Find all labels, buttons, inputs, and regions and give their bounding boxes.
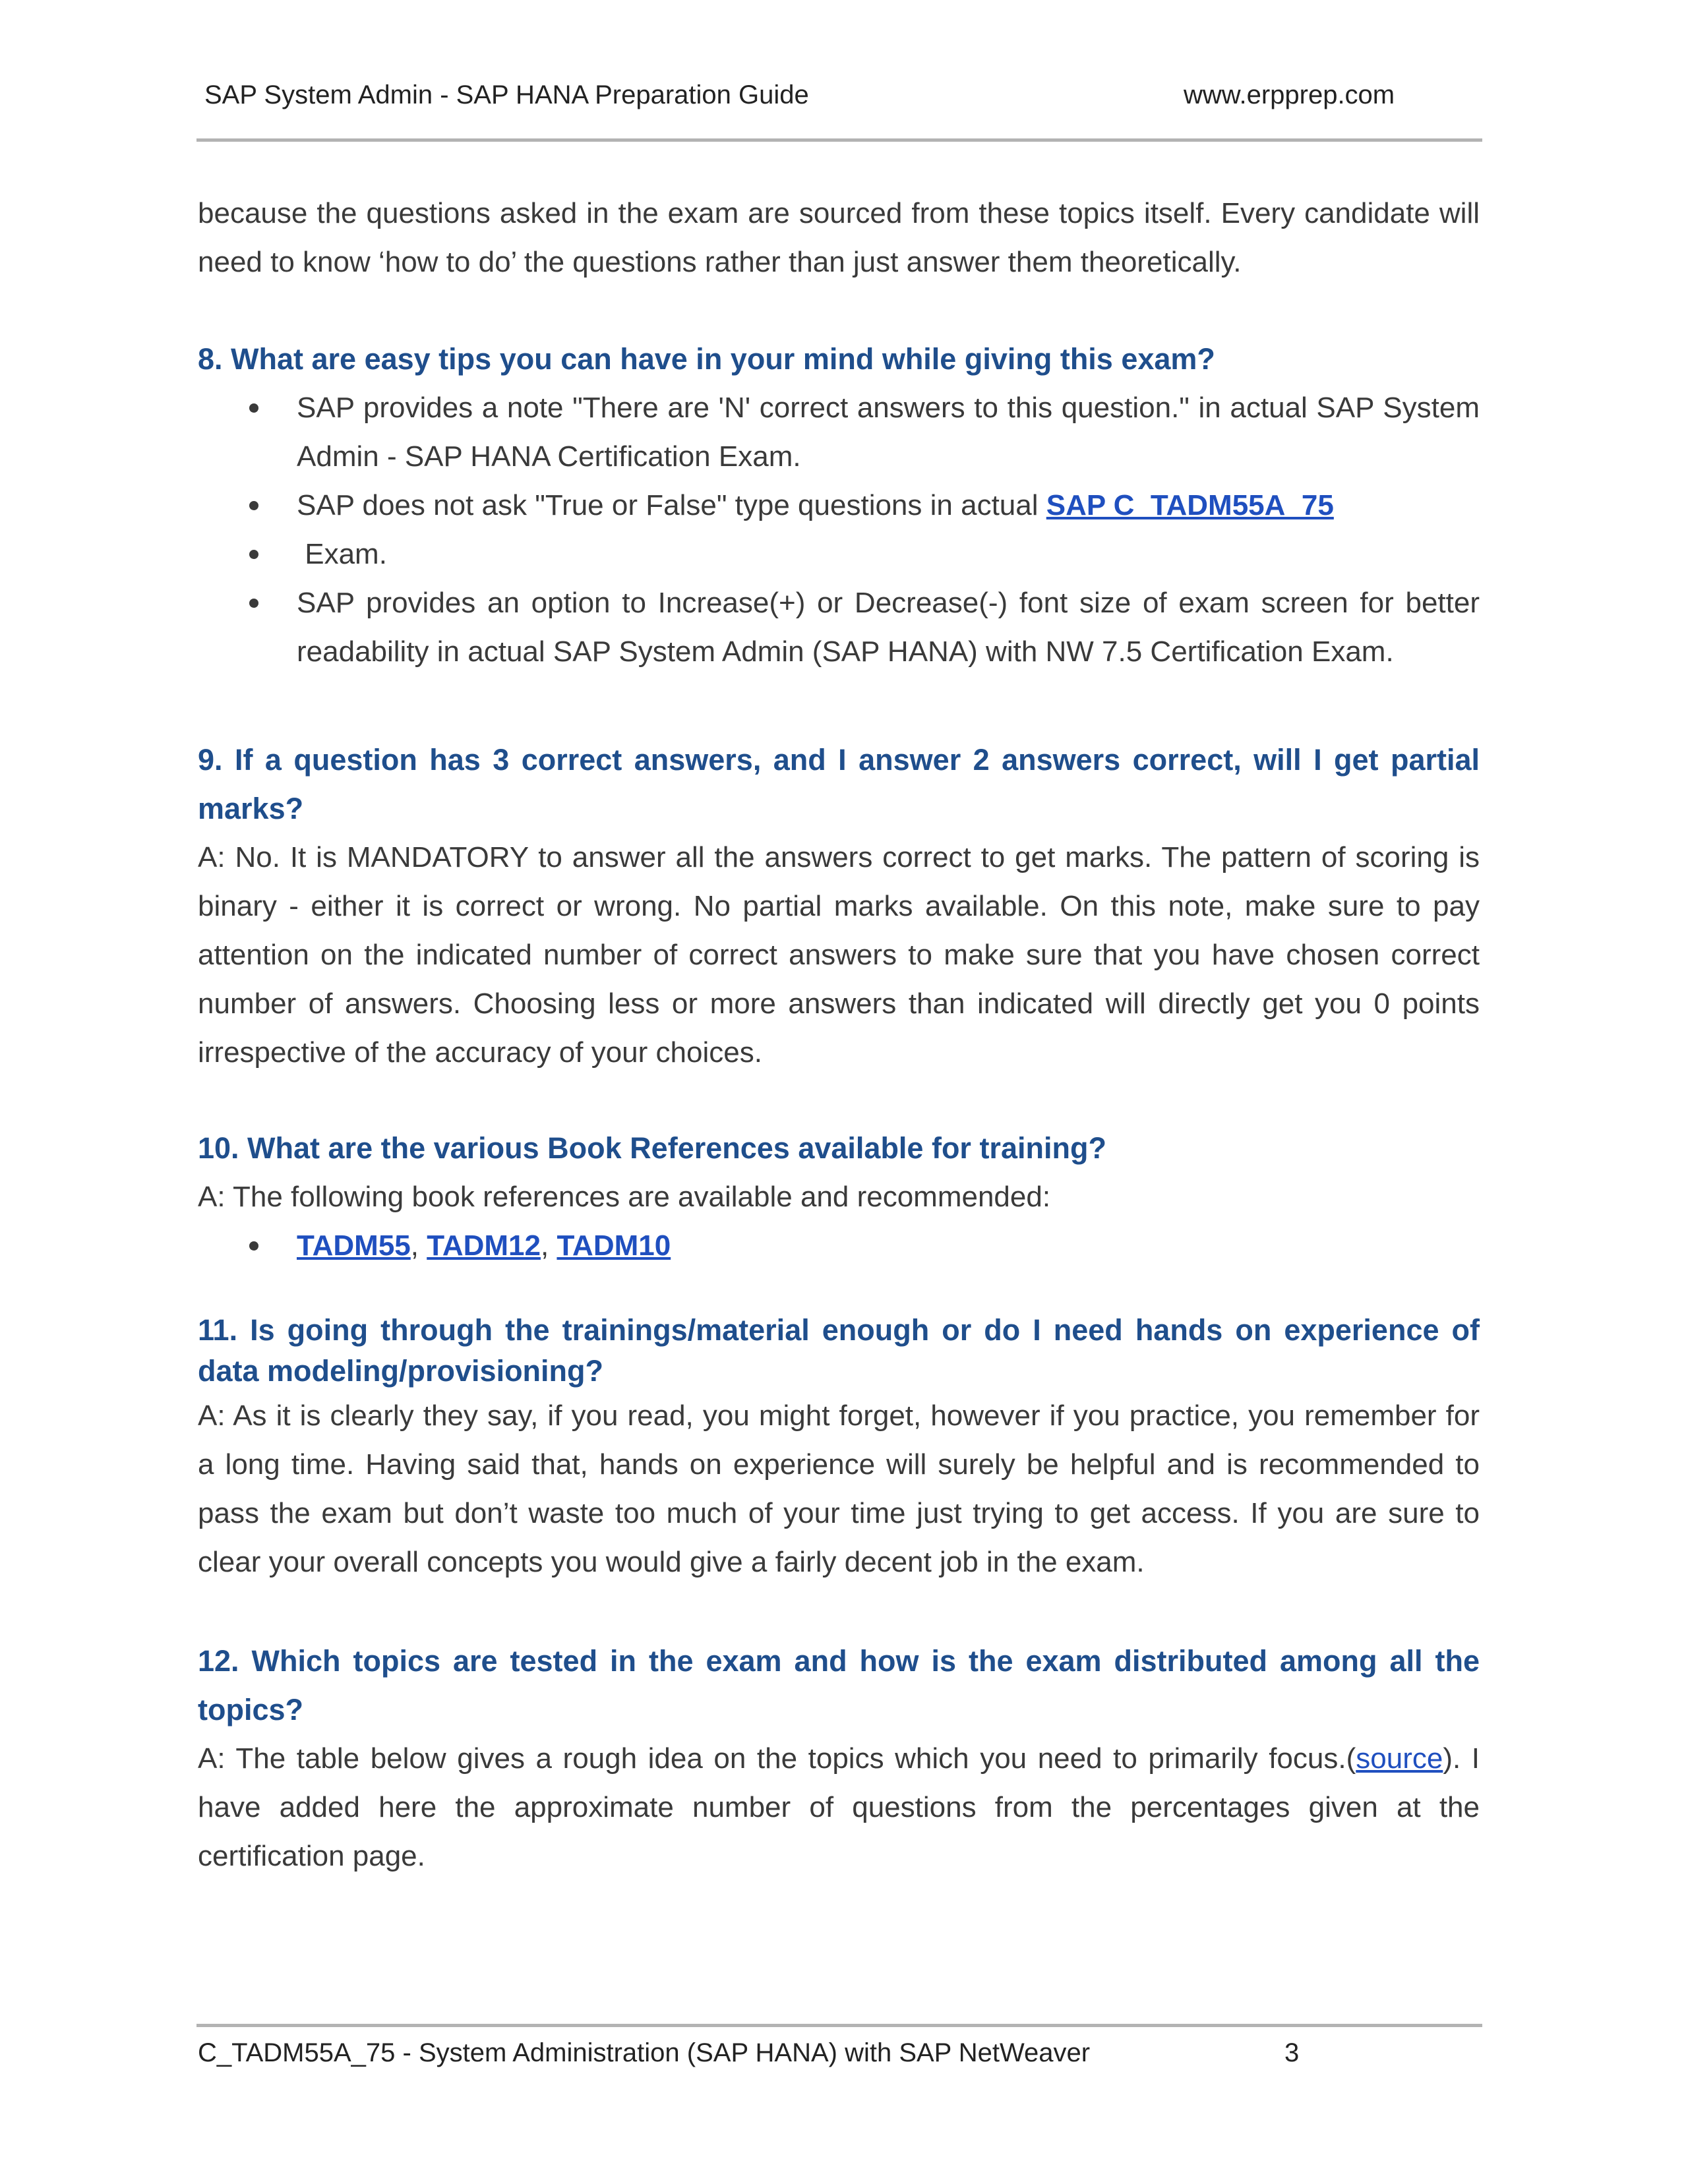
question-10-heading: 10. What are the various Book References available for training?: [198, 1131, 1106, 1165]
tip-text: Exam.: [297, 538, 387, 570]
book-link-tadm55[interactable]: TADM55: [297, 1229, 411, 1262]
question-11-section: [198, 1310, 1480, 1587]
header-divider: [196, 138, 1482, 142]
question-12-heading: 12. Which topics are tested in the exam and how is the exam distributed among all the topics?: [198, 1644, 1480, 1727]
question-8-heading: 8. What are easy tips you can have in your mind while giving this exam?: [198, 342, 1215, 376]
footer-title: C_TADM55A_75 - System Administration (SAP HANA) with SAP NetWeaver: [198, 2038, 1091, 2067]
question-12-section: [198, 1637, 1480, 1881]
tip-text: SAP provides an option to Increase(+) or Decrease(-) font size of exam screen for better readability in actual SAP System Admin (SAP HANA) with NW 7.5 Certification Exam.: [297, 587, 1480, 668]
question-11-heading: 11. Is going through the trainings/material enough or do I need hands on experience of data modeling/provisioning?: [198, 1313, 1480, 1388]
question-11-answer: A: As it is clearly they say, if you read, you might forget, however if you practice, you remember for a long time. Having said that, hands on experience will surely be helpful and is recommended to pass the exam but don’t waste too much of your time just trying to get access. If you are sure to clear your overall concepts you would give a fairly decent job in the exam.: [198, 1400, 1480, 1578]
book-references-list: [198, 1222, 1480, 1270]
bullet-icon: [249, 550, 258, 559]
book-link-tadm12[interactable]: TADM12: [427, 1229, 541, 1262]
bullet-icon: [249, 1241, 258, 1251]
header-title: SAP System Admin - SAP HANA Preparation Guide: [204, 80, 809, 109]
bullet-icon: [249, 403, 258, 413]
question-8-section: [198, 335, 1480, 676]
answer-text: A: The table below gives a rough idea on the topics which you need to primarily focus.(: [198, 1742, 1356, 1775]
question-10-section: [198, 1124, 1480, 1270]
tip-item: [198, 481, 1480, 530]
tip-item: [198, 384, 1480, 481]
page-number: 3: [1284, 2038, 1300, 2067]
question-10-answer: A: The following book references are available and recommended:: [198, 1181, 1051, 1213]
question-9-answer: A: No. It is MANDATORY to answer all the answers correct to get marks. The pattern of scoring is binary - either it is correct or wrong. No partial marks available. On this note, make sure to pay attention on the indicated number of correct answers to make sure that you have chosen correct number of answers. Choosing less or more answers than indicated will directly get you 0 points irrespective of the accuracy of your choices.: [198, 841, 1480, 1069]
answer-text: ). I have added here the approximate number of questions from the percentages given at the certification page.: [198, 1742, 1480, 1872]
book-link-tadm10[interactable]: TADM10: [557, 1229, 671, 1262]
tip-text: SAP does not ask "True or False" type questions in actual: [297, 489, 1046, 521]
question-12-answer: [198, 1734, 1480, 1881]
source-link[interactable]: source: [1356, 1742, 1443, 1775]
bullet-icon: [249, 501, 258, 510]
book-separator: ,: [540, 1229, 557, 1262]
book-separator: ,: [410, 1229, 427, 1262]
header-website: www.erpprep.com: [1184, 80, 1395, 109]
tips-list: [198, 384, 1480, 676]
book-references-item: [198, 1222, 1480, 1270]
tip-item: [198, 530, 1480, 579]
exam-code-link[interactable]: SAP C_TADM55A_75: [1046, 489, 1334, 521]
question-9-section: [198, 736, 1480, 1077]
question-9-heading: 9. If a question has 3 correct answers, and I answer 2 answers correct, will I get partial marks?: [198, 743, 1480, 825]
tip-text: SAP provides a note "There are 'N' correct answers to this question." in actual SAP System Admin - SAP HANA Certification Exam.: [297, 392, 1480, 473]
footer-divider: [196, 2024, 1482, 2027]
intro-paragraph: because the questions asked in the exam are sourced from these topics itself. Every candidate will need to know ‘how to do’ the questions rather than just answer them theoretically.: [198, 197, 1480, 278]
intro-section: [198, 189, 1480, 287]
tip-item: [198, 579, 1480, 676]
bullet-icon: [249, 599, 258, 608]
